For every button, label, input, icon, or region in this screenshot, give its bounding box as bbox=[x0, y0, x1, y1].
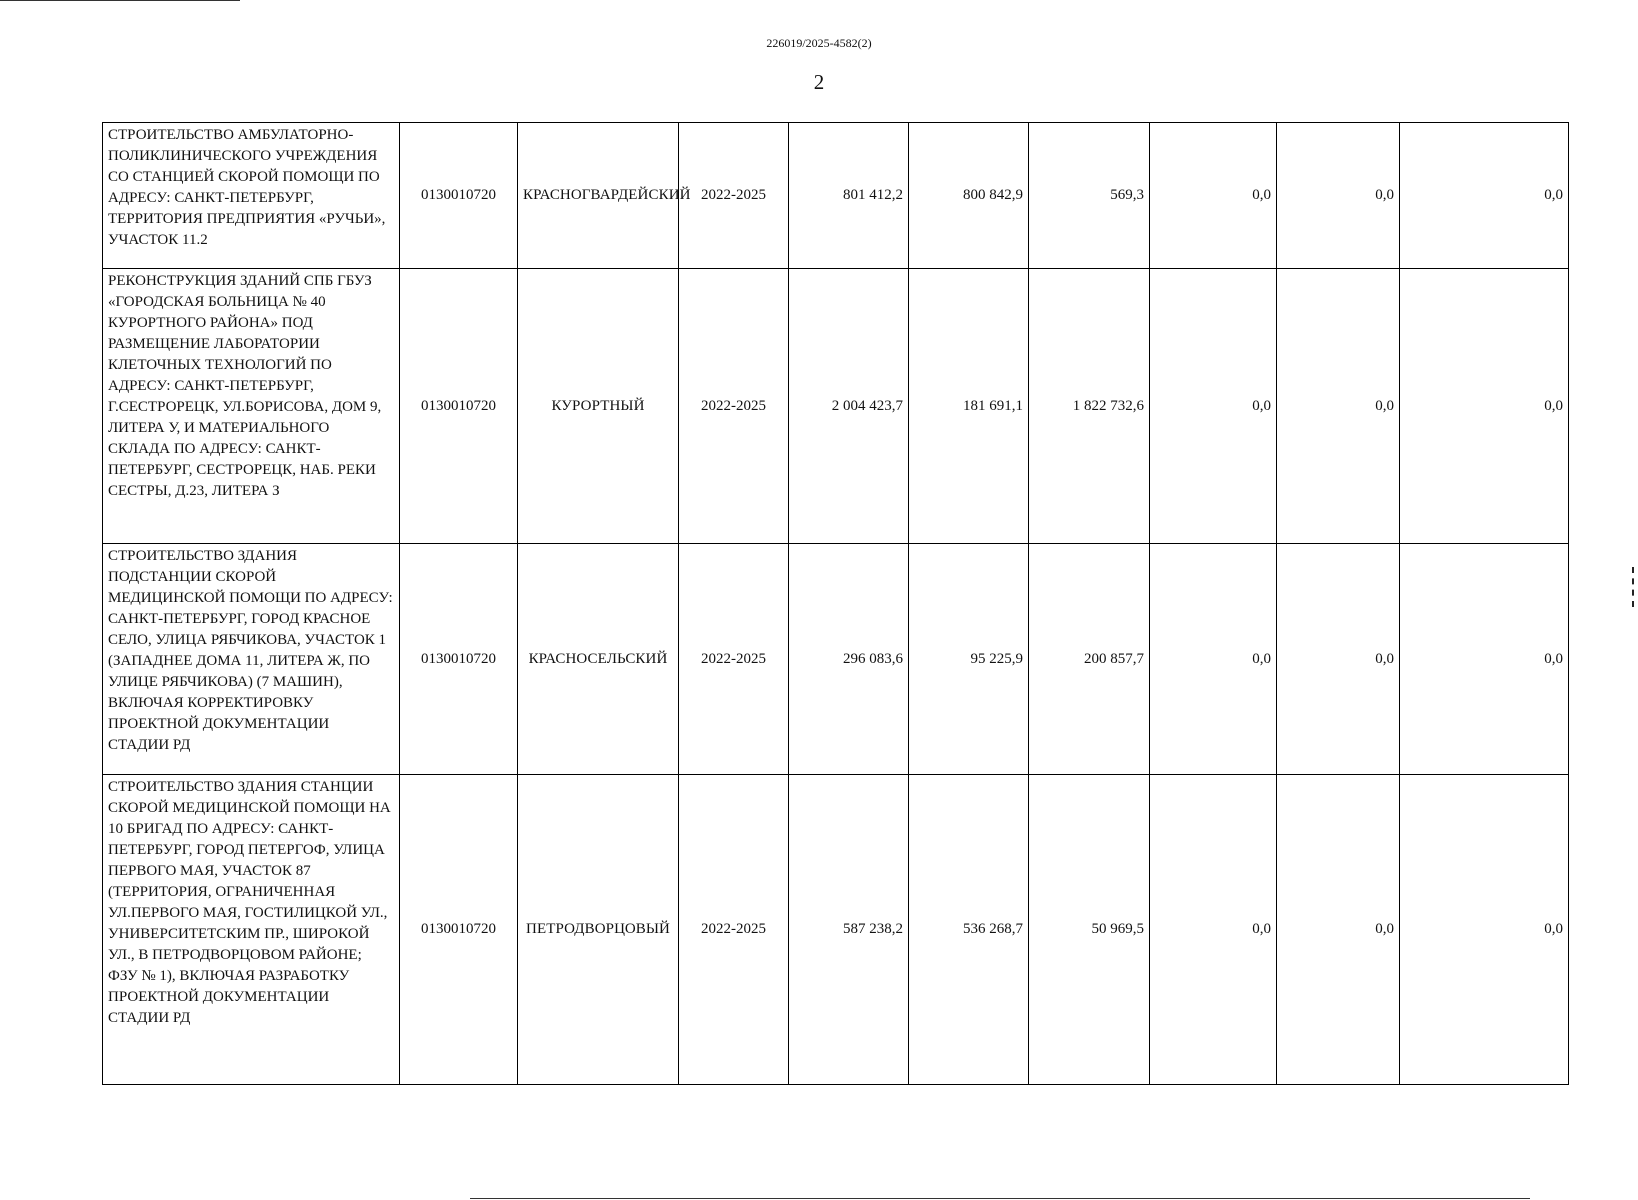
total-cost-cell: 801 412,2 bbox=[789, 123, 909, 269]
value-cell: 181 691,1 bbox=[909, 269, 1029, 544]
object-name-cell: СТРОИТЕЛЬСТВО ЗДАНИЯ ПОДСТАНЦИИ СКОРОЙ МЕДИЦИНСКОЙ ПОМОЩИ ПО АДРЕСУ: САНКТ-ПЕТЕРБУРГ, ГОРОД КРАСНОЕ СЕЛО, УЛИЦА РЯБЧИКОВА, УЧАСТОК 1 (ЗАПАДНЕЕ ДОМА 11, ЛИТЕРА Ж, ПО УЛИЦЕ РЯБЧИКОВА) (7 МАШИН), ВКЛЮЧАЯ КОРРЕКТИРОВКУ ПРОЕКТНОЙ ДОКУМЕНТАЦИИ СТАДИИ РД bbox=[103, 544, 400, 775]
total-cost-cell: 587 238,2 bbox=[789, 775, 909, 1085]
value-cell: 0,0 bbox=[1277, 123, 1400, 269]
value-cell: 0,0 bbox=[1150, 775, 1277, 1085]
period-cell: 2022-2025 bbox=[679, 544, 789, 775]
value-cell: 1 822 732,6 bbox=[1029, 269, 1150, 544]
value-cell: 0,0 bbox=[1277, 544, 1400, 775]
scan-edge-line bbox=[470, 1198, 1530, 1199]
value-cell: 800 842,9 bbox=[909, 123, 1029, 269]
document-registration-number: 226019/2025-4582(2) bbox=[766, 36, 872, 50]
value-cell: 0,0 bbox=[1277, 775, 1400, 1085]
value-cell: 200 857,7 bbox=[1029, 544, 1150, 775]
table-row bbox=[103, 775, 1569, 1085]
total-cost-cell: 2 004 423,7 bbox=[789, 269, 909, 544]
period-cell: 2022-2025 bbox=[679, 775, 789, 1085]
page-number: 2 bbox=[813, 70, 825, 94]
district-cell: КРАСНОГВАРДЕЙСКИЙ bbox=[518, 123, 679, 269]
value-cell: 0,0 bbox=[1400, 269, 1569, 544]
scan-edge-mark bbox=[1632, 567, 1638, 607]
total-cost-cell: 296 083,6 bbox=[789, 544, 909, 775]
table-row bbox=[103, 544, 1569, 775]
period-cell: 2022-2025 bbox=[679, 269, 789, 544]
district-cell: КРАСНОСЕЛЬСКИЙ bbox=[518, 544, 679, 775]
table-row bbox=[103, 123, 1569, 269]
district-cell: ПЕТРОДВОРЦОВЫЙ bbox=[518, 775, 679, 1085]
value-cell: 0,0 bbox=[1150, 269, 1277, 544]
value-cell: 0,0 bbox=[1400, 544, 1569, 775]
district-cell: КУРОРТНЫЙ bbox=[518, 269, 679, 544]
value-cell: 0,0 bbox=[1150, 544, 1277, 775]
object-name-cell: СТРОИТЕЛЬСТВО ЗДАНИЯ СТАНЦИИ СКОРОЙ МЕДИЦИНСКОЙ ПОМОЩИ НА 10 БРИГАД ПО АДРЕСУ: САНКТ-ПЕТЕРБУРГ, ГОРОД ПЕТЕРГОФ, УЛИЦА ПЕРВОГО МАЯ, УЧАСТОК 87 (ТЕРРИТОРИЯ, ОГРАНИЧЕННАЯ УЛ.ПЕРВОГО МАЯ, ГОСТИЛИЦКОЙ УЛ., УНИВЕРСИТЕТСКИМ ПР., ШИРОКОЙ УЛ., В ПЕТРОДВОРЦОВОМ РАЙОНЕ; ФЗУ № 1), ВКЛЮЧАЯ РАЗРАБОТКУ ПРОЕКТНОЙ ДОКУМЕНТАЦИИ СТАДИИ РД bbox=[103, 775, 400, 1085]
period-cell: 2022-2025 bbox=[679, 123, 789, 269]
value-cell: 0,0 bbox=[1400, 775, 1569, 1085]
object-name-cell: СТРОИТЕЛЬСТВО АМБУЛАТОРНО-ПОЛИКЛИНИЧЕСКОГО УЧРЕЖДЕНИЯ СО СТАНЦИЕЙ СКОРОЙ ПОМОЩИ ПО АДРЕСУ: САНКТ-ПЕТЕРБУРГ, ТЕРРИТОРИЯ ПРЕДПРИЯТИЯ «РУЧЬИ», УЧАСТОК 11.2 bbox=[103, 123, 400, 269]
budget-code-cell: 0130010720 bbox=[400, 269, 518, 544]
object-name-cell: РЕКОНСТРУКЦИЯ ЗДАНИЙ СПБ ГБУЗ «ГОРОДСКАЯ БОЛЬНИЦА № 40 КУРОРТНОГО РАЙОНА» ПОД РАЗМЕЩЕНИЕ ЛАБОРАТОРИИ КЛЕТОЧНЫХ ТЕХНОЛОГИЙ ПО АДРЕСУ: САНКТ-ПЕТЕРБУРГ, Г.СЕСТРОРЕЦК, УЛ.БОРИСОВА, ДОМ 9, ЛИТЕРА У, И МАТЕРИАЛЬНОГО СКЛАДА ПО АДРЕСУ: САНКТ-ПЕТЕРБУРГ, СЕСТРОРЕЦК, НАБ. РЕКИ СЕСТРЫ, Д.23, ЛИТЕРА З bbox=[103, 269, 400, 544]
value-cell: 50 969,5 bbox=[1029, 775, 1150, 1085]
budget-code-cell: 0130010720 bbox=[400, 775, 518, 1085]
table-row bbox=[103, 269, 1569, 544]
value-cell: 0,0 bbox=[1150, 123, 1277, 269]
value-cell: 95 225,9 bbox=[909, 544, 1029, 775]
budget-code-cell: 0130010720 bbox=[400, 123, 518, 269]
scan-edge-line bbox=[0, 0, 240, 1]
budget-code-cell: 0130010720 bbox=[400, 544, 518, 775]
value-cell: 0,0 bbox=[1277, 269, 1400, 544]
value-cell: 536 268,7 bbox=[909, 775, 1029, 1085]
value-cell: 0,0 bbox=[1400, 123, 1569, 269]
investment-program-table bbox=[102, 122, 1569, 1085]
value-cell: 569,3 bbox=[1029, 123, 1150, 269]
